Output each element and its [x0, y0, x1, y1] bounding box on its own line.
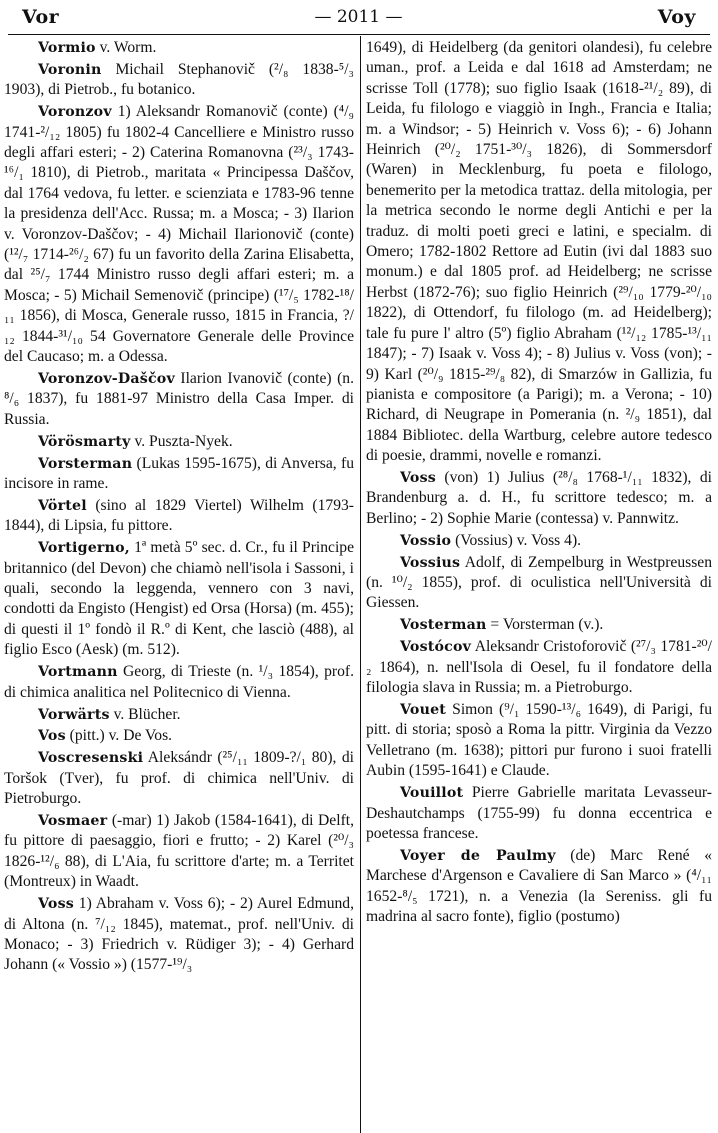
entry-text: Adolf, di Zempelburg in Westpreussen (n. ¹⁰/₂ 1855), prof. di oculistica nell'Università di Giessen.	[366, 553, 712, 612]
dictionary-entry-continued	[366, 38, 712, 467]
dictionary-entry	[366, 783, 712, 844]
entry-text: v. Blücher.	[109, 705, 181, 723]
dictionary-entry	[4, 102, 354, 367]
entry-headword: Vossius	[400, 554, 461, 571]
dictionary-entry	[4, 60, 354, 101]
entry-text: = Vorsterman (v.).	[486, 616, 604, 634]
header-left-word: Vor	[22, 6, 60, 28]
entry-text: (pitt.) v. De Vos.	[65, 727, 173, 745]
entry-headword: Vorwärts	[38, 706, 110, 723]
entry-text: Georg, di Trieste (n. ¹/₃ 1854), prof. di chimica analitica nel Politecnico di Vienna.	[4, 663, 354, 701]
entry-headword: Voss	[400, 470, 436, 487]
header-right-word: Voy	[657, 6, 696, 28]
entry-text: (de) Marc René « Marchese d'Argenson e Cavaliere di San Marco » (⁴/₁₁ 1652-⁸/₅ 1721), n. a Venezia (la Sereniss. gli fu madrina al sacro fonte), figlio (postumo)	[366, 846, 712, 926]
entry-text: (-mar) 1) Jakob (1584-1641), di Delft, fu pittore di paesaggio, fiori e frutto; - 2) Karel (²⁰/₃ 1826-¹²/₆ 88), di L'Aia, fu scrittore d'arte; m. a Territet (Montreux) in Waadt.	[4, 812, 354, 891]
entry-headword: Voss	[38, 896, 74, 913]
entry-text: Simon (⁹/₁ 1590-¹³/₆ 1649), di Parigi, fu pitt. di storia; sposò a Roma la pittr. Virginia da Vezzo Velletrano (m. 1638); pittori pur furono i suoi fratelli Aubin (1595-1641) e Claude.	[366, 701, 712, 780]
entry-headword: Voscresenski	[38, 750, 144, 767]
dictionary-entry	[4, 811, 354, 893]
entry-headword: Vormio	[38, 40, 96, 56]
dictionary-entry	[4, 538, 354, 660]
entry-text: Pierre Gabrielle maritata Levasseur-Deshautchamps (1755-99) fu donna eccentrica e poetessa francese.	[366, 784, 712, 842]
entry-headword: Voronzov-Daščov	[38, 371, 175, 387]
entry-text: 1ª metà 5º sec. d. Cr., fu il Principe britannico (del Devon) che chiamò nell'isola i Sassoni, i quali, secondo la leggenda, vennero con 3 navi, condotti da Engisto (Hengist) ed Orsa (Horsa) (m. 455); di questi il 1º fondò il R.º di Kent, che lasciò (488), al figlio Esco (Aesk) (m. 512).	[4, 539, 354, 659]
left-column	[4, 38, 354, 1133]
dictionary-entry	[366, 846, 712, 928]
entry-headword: Vörtel	[38, 497, 87, 514]
page-number: — 2011 —	[314, 7, 403, 27]
dictionary-entry	[366, 531, 712, 551]
entry-headword: Voyer de Paulmy	[400, 847, 556, 864]
dictionary-entry	[366, 468, 712, 529]
dictionary-entry	[4, 726, 354, 746]
column-divider	[360, 36, 361, 1133]
dictionary-entry	[4, 662, 354, 703]
dictionary-entry	[4, 38, 354, 58]
dictionary-entry	[4, 454, 354, 495]
dictionary-entry	[4, 432, 354, 452]
dictionary-entry	[366, 637, 712, 698]
entry-headword: Vortigerno,	[38, 540, 130, 557]
entry-headword: Vos	[38, 728, 66, 745]
entry-text: v. Worm.	[95, 39, 157, 56]
entry-text: 1) Aleksandr Romanovič (conte) (⁴/₉ 1741-²/₁₂ 1805) fu 1802-4 Cancelliere e Ministro russo degli affari esteri; - 2) Caterina Romanovna (²³/₃ 1743-¹⁶/₁ 1810), di Pietrob., maritata « Principessa Daščov, dal 1764 vedova, fu letter. e scienziata e 1783-96 tenne la presidenza dell'Acc. Russa; m. a Mosca; - 3) Ilarion v. Voronzov-Daščov; - 4) Michail Ilarionovič (conte) (¹²/₇ 1714-²⁶/₂ 67) fu un favorito della Zarina Elisabetta, dal ²⁵/₇ 1744 Ministro russo degli affari esteri; m. a Mosca; - 5) Michail Semenovič (principe) (¹⁷/₅ 1782-¹⁸/₁₁ 1856), di Mosca, Generale russo, 1815 in Francia, ?/₁₂ 1844-³¹/₁₀ 54 Governatore Generale delle Province del Caucaso; m. a Odessa.	[4, 103, 354, 366]
dictionary-entry	[4, 748, 354, 809]
right-column	[366, 38, 712, 1133]
entry-headword: Vossio	[400, 532, 452, 549]
entry-text: (von) 1) Julius (²⁸/₈ 1768-¹/₁₁ 1832), di Brandenburg a. d. H., fu scrittore tedesco; m. a Berlino; - 2) Sophie Marie (contessa) v. Pannwitz.	[366, 469, 712, 527]
entry-text: (Lukas 1595-1675), di Anversa, fu incisore in rame.	[4, 454, 354, 493]
dictionary-entry	[4, 496, 354, 537]
entry-text: Aleksandr Cristoforovič (²⁷/₃ 1781-²⁰/₂ 1864), n. nell'Isola di Oesel, fu il fondatore della filologia slava in Russia; m. a Pietroburgo.	[366, 638, 712, 697]
dictionary-entry	[366, 553, 712, 614]
entry-headword: Vouet	[400, 702, 447, 718]
entry-headword: Voronin	[38, 61, 102, 78]
entry-headword: Vouillot	[400, 785, 464, 802]
dictionary-entry	[4, 369, 354, 430]
entry-text: 1649), di Heidelberg (da genitori olandesi), fu celebre uman., prof. a Leida e dal 1618 ad Amsterdam; ne scrisse Toll (1778); suo figlio Isaak (1618-²¹/₂ 89), di Leida, fu filologo e viaggiò in Ingh., Francia e Italia; m. a Windsor; - 5) Heinrich v. Voss 6); - 6) Johann Heinrich (²⁰/₂ 1751-³⁰/₃ 1826), di Sommersdorf (Waren) in Mecklenburg, fu poeta e filologo, benemerito per la metodica trattaz. della mitologia, per la metrica secondo le norme degli Antichi e per la traduz. di molti poeti greci e latini, e specialm. di Omero; 1782-1802 Rettore ad Eutin (ivi dal 1883 suo monum.) e dal 1805 prof. ad Heidelberg; ne scrisse Herbst (1872-76); suo figlio Heinrich (²⁹/₁₀ 1779-²⁰/₁₀ 1822), di Ottendorf, fu filologo (m. ad Heidelberg); tale fu pure l' altro (5º) figlio Abraham (¹²/₁₂ 1785-¹³/₁₁ 1847); - 7) Isaak v. Voss 4); - 8) Julius v. Voss (von); - 9) Karl (²⁰/₉ 1815-²⁹/₈ 82), di Smarzów in Gallizia, fu pianista e compositore (a Parigi); m. a Verona; - 10) Richard, di Neugrape in Pomerania (n. ²/₉ 1851), dal 1884 Bibliotec. della Wartburg, celebre autore tedesco di poesie, drammi, novelle e romanzi.	[366, 39, 712, 465]
entry-text: Michail Stephanovič (²/₈ 1838-⁵/₃ 1903), di Pietrob., fu botanico.	[4, 60, 354, 99]
entry-text: 1) Abraham v. Voss 6); - 2) Aurel Edmund, di Altona (n. ⁷/₁₂ 1845), matemat., prof. nell'Univ. di Monaco; - 3) Friedrich v. Rüdiger 3); - 4) Gerhard Johann (« Vossio ») (1577-¹⁹/₃	[4, 895, 354, 974]
running-header	[0, 0, 718, 34]
entry-headword: Voronzov	[38, 104, 112, 121]
dictionary-entry	[366, 700, 712, 782]
dictionary-entry	[366, 615, 712, 635]
entry-headword: Vortmann	[38, 664, 118, 681]
entry-text: (Vossius) v. Voss 4).	[451, 531, 582, 549]
entry-text: v. Puszta-Nyek.	[130, 432, 233, 450]
entry-headword: Vorsterman	[38, 455, 133, 472]
entry-text: (sino al 1829 Viertel) Wilhelm (1793-1844), di Lipsia, fu pittore.	[4, 496, 354, 535]
entry-headword: Vosmaer	[38, 813, 108, 830]
entry-headword: Vörösmarty	[38, 433, 131, 450]
entry-text: Ilarion Ivanovič (conte) (n. ⁸/₆ 1837), fu 1881-97 Ministro della Casa Imper. di Russia.	[4, 370, 354, 428]
dictionary-entry	[4, 705, 354, 725]
entry-headword: Vostócov	[400, 639, 472, 656]
dictionary-entry	[4, 894, 354, 976]
header-rule	[8, 34, 710, 35]
entry-headword: Vosterman	[400, 617, 487, 634]
entry-text: Aleksándr (²⁵/₁₁ 1809-?/₁ 80), di Toršok (Tver), fu prof. di chimica nell'Univ. di Pietroburgo.	[4, 749, 354, 808]
